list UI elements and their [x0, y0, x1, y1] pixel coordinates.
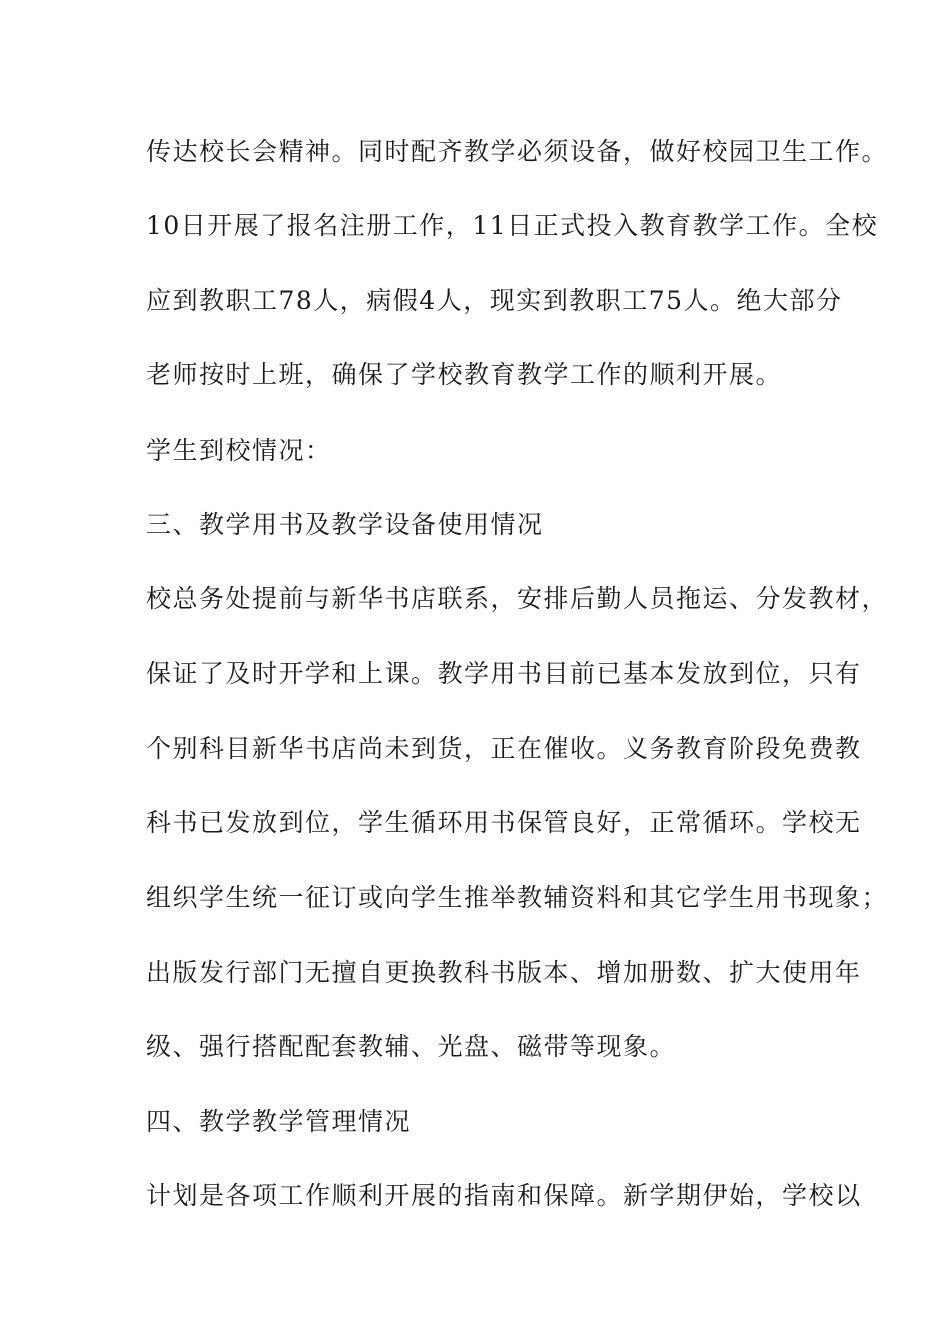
- paragraph-line: 个别科目新华书店尚未到货，正在催收。义务教育阶段免费教: [146, 734, 862, 763]
- paragraph-line: 保证了及时开学和上课。教学用书目前已基本发放到位，只有: [146, 659, 862, 688]
- paragraph-line: 学生到校情况：: [146, 436, 332, 465]
- section-heading: 四、教学教学管理情况: [146, 1107, 412, 1136]
- paragraph-line: 出版发行部门无擅自更换教科书版本、增加册数、扩大使用年: [146, 958, 862, 987]
- paragraph-line: 计划是各项工作顺利开展的指南和保障。新学期伊始，学校以: [146, 1181, 862, 1210]
- paragraph-line: 科书已发放到位，学生循环用书保管良好，正常循环。学校无: [146, 808, 862, 837]
- paragraph-line: 校总务处提前与新华书店联系，安排后勤人员拖运、分发教材，: [146, 584, 889, 613]
- paragraph-line: 级、强行搭配配套教辅、光盘、磁带等现象。: [146, 1032, 677, 1061]
- paragraph-line: 应到教职工78人，病假4人，现实到教职工75人。绝大部分: [146, 286, 843, 315]
- section-heading: 三、教学用书及教学设备使用情况: [146, 510, 544, 539]
- paragraph-line: 10日开展了报名注册工作，11日正式投入教育教学工作。全校: [146, 211, 879, 240]
- paragraph-line: 传达校长会精神。同时配齐教学必须设备，做好校园卫生工作。: [146, 137, 889, 166]
- paragraph-line: 组织学生统一征订或向学生推举教辅资料和其它学生用书现象；: [146, 883, 889, 912]
- paragraph-line: 老师按时上班，确保了学校教育教学工作的顺利开展。: [146, 360, 783, 389]
